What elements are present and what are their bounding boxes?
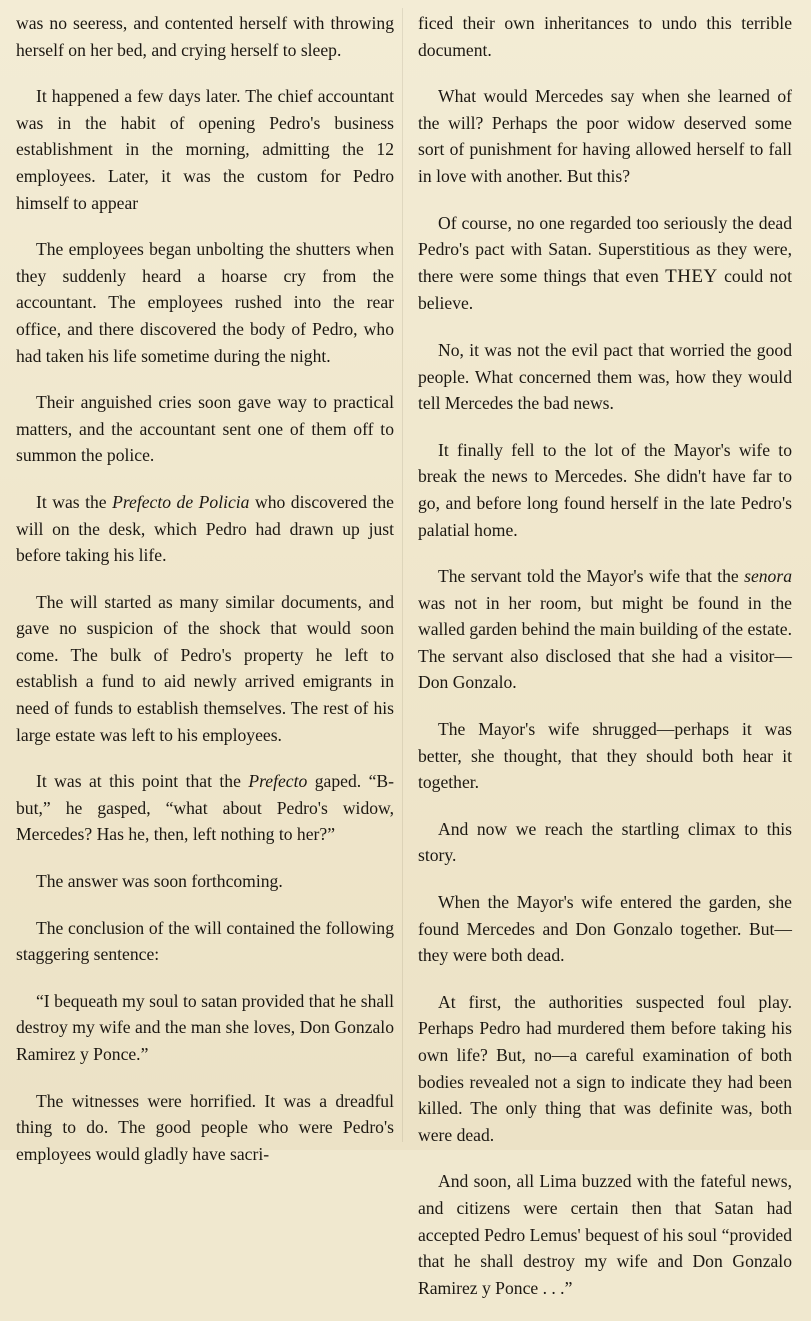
emphasis-caps: THEY [665, 265, 718, 287]
italic-term: Prefecto [248, 771, 308, 792]
column-divider [402, 8, 403, 1142]
paragraph: And now we reach the startling climax to this story. [418, 818, 792, 866]
paragraph: Their anguished cries soon gave way to practical matters, and the accountant sent one of them off to summon the police. [16, 392, 394, 466]
right-column [418, 10, 792, 1321]
paragraph: was no seeress, and contented herself with throwing herself on her bed, and crying herself to sleep. [16, 13, 394, 60]
paragraph: ficed their own inheritances to undo this terrible document. [418, 13, 792, 60]
paragraph: When the Mayor's wife entered the garden, she found Mercedes and Don Gonzalo together. But—they were both dead. [418, 892, 792, 966]
left-column [16, 10, 394, 1187]
paragraph: It finally fell to the lot of the Mayor's wife to break the news to Mercedes. She didn't have far to go, and before long found herself in the late Pedro's palatial home. [418, 439, 792, 540]
paragraph: No, it was not the evil pact that worried the good people. What concerned them was, how they would tell Mercedes the bad news. [418, 339, 792, 414]
quote-paragraph: “I bequeath my soul to satan provided that he shall destroy my wife and the man she loves, Don Gonzalo Ramirez y Ponce.” [16, 990, 394, 1064]
paragraph: It was the Prefecto de Policia who discovered the will on the desk, which Pedro had drawn up just before taking his life. [16, 491, 394, 566]
paragraph: The answer was soon forthcoming. [36, 871, 283, 892]
paragraph: The servant told the Mayor's wife that the senora was not in her room, but might be found in the walled garden behind the main building of the estate. The servant also disclosed that she had a visitor—Don Gonzalo. [418, 566, 792, 693]
paragraph: The employees began unbolting the shutters when they suddenly heard a hoarse cry from the accountant. The employees rushed into the rear office, and there discovered the body of Pedro, who had taken his life sometime during the night. [16, 239, 394, 366]
paragraph: It happened a few days later. The chief accountant was in the habit of opening Pedro's business establishment in the morning, admitting the 12 employees. Later, it was the custom for Pedro himself to appear [16, 86, 394, 213]
paragraph: The will started as many similar documents, and gave no suspicion of the shock that would soon come. The bulk of Pedro's property he left to establish a fund to aid newly arrived emigrants in need of funds to establish themselves. The rest of his large estate was left to his employees. [16, 591, 394, 745]
paragraph: It was at this point that the Prefecto gaped. “B-but,” he gasped, “what about Pedro's widow, Mercedes? Has he, then, left nothing to her?” [16, 771, 395, 845]
paragraph: The Mayor's wife shrugged—perhaps it was better, she thought, that they should both hear it together. [418, 719, 792, 793]
paragraph: Of course, no one regarded too seriously the dead Pedro's pact with Satan. Superstitious as they were, there were some things that even THEY could not believe. [418, 212, 792, 314]
paragraph: The conclusion of the will contained the following staggering sentence: [16, 917, 394, 965]
paragraph: At first, the authorities suspected foul play. Perhaps Pedro had murdered them before taking his own life? But, no—a careful examination of both bodies revealed not a sign to indicate they had been killed. The only thing that was definite was, both were dead. [418, 991, 792, 1145]
paragraph: The witnesses were horrified. It was a dreadful thing to do. The good people who were Pedro's employees would gladly have sacri- [16, 1090, 394, 1164]
paragraph: What would Mercedes say when she learned of the will? Perhaps the poor widow deserved some sort of punishment for having allowed herself to fall in love with another. But this? [418, 86, 792, 186]
italic-term: Prefecto de Policia [112, 491, 250, 512]
italic-term: senora [744, 566, 792, 587]
paragraph: And soon, all Lima buzzed with the fateful news, and citizens were certain then that Satan had accepted Pedro Lemus' bequest of his soul “provided that he shall destroy my wife and Don Gonzalo Ramirez y Ponce . . .” [418, 1171, 792, 1298]
